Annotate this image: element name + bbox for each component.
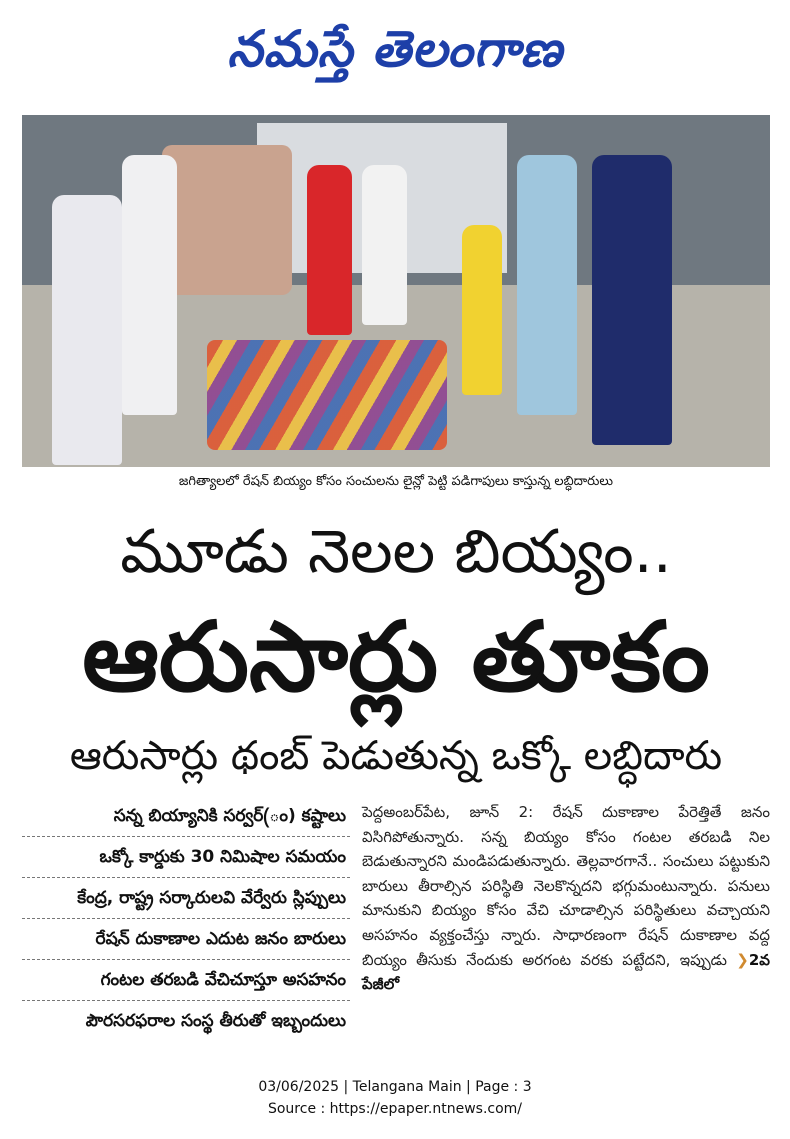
continued-on-page-label: 2వ పేజీలో: [362, 950, 770, 994]
masthead-title: నమస్తే తెలంగాణ: [227, 19, 563, 78]
photo-person: [307, 165, 352, 335]
highlight-item: రేషన్ దుకాణాల ఎదుట జనం బారులు: [22, 919, 350, 960]
page-footer: [0, 1076, 790, 1120]
highlight-item: సన్న బియ్యానికి సర్వర్(ం) కష్టాలు: [22, 796, 350, 837]
highlight-item: ఒక్కో కార్డుకు 30 నిమిషాల సమయం: [22, 837, 350, 878]
photo-person: [122, 155, 177, 415]
photo-person: [517, 155, 577, 415]
highlights-list: [22, 796, 350, 1041]
photo-person: [592, 155, 672, 445]
highlight-item: గంటల తరబడి వేచిచూస్తూ అసహనం: [22, 960, 350, 1001]
photo-person: [462, 225, 502, 395]
photo-rice-sacks: [162, 145, 292, 295]
photo-person: [52, 195, 122, 465]
highlight-item: పౌరసరఫరాల సంస్థ తీరుతో ఇబ్బందులు: [85, 1011, 346, 1031]
photo-person: [362, 165, 407, 325]
footer-edition-info: 03/06/2025 | Telangana Main | Page : 3: [258, 1079, 532, 1095]
headline-line-2: ఆరుసార్లు తూకం: [82, 601, 710, 713]
subheadline: ఆరుసార్లు థంబ్ పెడుతున్న ఒక్కో లబ్ధిదారు: [69, 733, 723, 779]
article-body-text: పెద్దఅంబర్‌పేట, జూన్ 2: రేషన్ దుకాణాల పేరెత్తితే జనం విసిగిపోతున్నారు. సన్న బియ్యం కోసం గంటల తరబడి నిల బెడుతున్నారని మండిపడుతున్నారు. తెల్లవారగానే.. సంచులు పట్టుకుని బారులు తీరాల్సిన పరిస్థితి నెలకొన్నదని భగ్గుమంటున్నారు. పనులు మానుకుని బియ్యం కోసం వేచి చూడాల్సిన పరిస్థితులు వచ్చాయని అసహనం వ్యక్తంచేస్తు న్నారు. సాధారణంగా రేషన్ దుకాణాల వద్ద బియ్యం తీసుకు నేందుకు అరగంట వరకు పట్టేదని, ఇప్పుడు: [362, 803, 770, 969]
photo-bags-in-queue: [207, 340, 447, 450]
chevron-right-icon: ❯: [736, 950, 749, 969]
footer-source: Source : https://epaper.ntnews.com/: [267, 1101, 523, 1117]
headline-line-1: మూడు నెలల బియ్యం..: [120, 517, 672, 587]
masthead: [0, 0, 790, 110]
news-photo: [22, 115, 770, 467]
highlight-item: కేంద్ర, రాష్ట్ర సర్కారులవి వేర్వేరు స్లిప్పులు: [22, 878, 350, 919]
article-body: [362, 800, 770, 997]
photo-caption: జగిత్యాలలో రేషన్ బియ్యం కోసం సంచులను లైన్లో పెట్టి పడిగాపులు కాస్తున్న లబ్ధిదారులు: [178, 474, 614, 489]
